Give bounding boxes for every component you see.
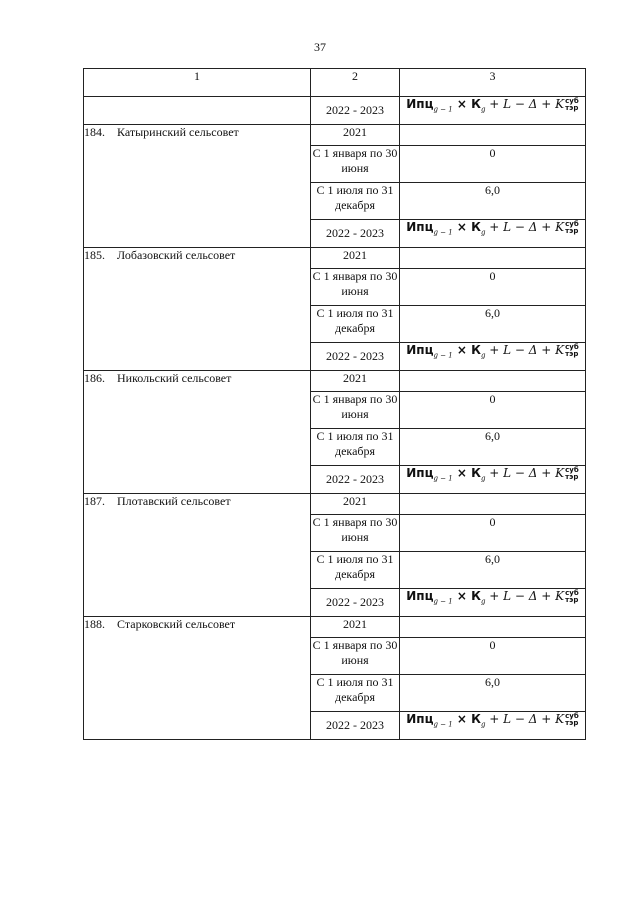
period-cell: С 1 июля по 31 декабря	[311, 183, 400, 220]
formula-subscript: тэр	[565, 103, 579, 112]
value-cell: 0	[400, 269, 586, 306]
formula-superscript: суб	[565, 219, 579, 228]
formula-superscript: суб	[565, 96, 579, 105]
formula-subscript: g	[480, 474, 486, 483]
formula-subscript: g − 1	[433, 228, 453, 237]
formula-subscript: g − 1	[433, 474, 453, 483]
table-row	[84, 97, 586, 125]
value-cell: 0	[400, 638, 586, 675]
formula-cell	[400, 97, 586, 125]
row-number: 184.	[84, 125, 105, 139]
municipality-name: Катыринский сельсовет	[117, 125, 239, 139]
period-cell: С 1 июля по 31 декабря	[311, 552, 400, 589]
formula-text: + L − Δ + K	[485, 343, 565, 357]
formula-text: + L − Δ + K	[485, 466, 565, 480]
municipality-cell	[84, 248, 311, 371]
period-cell: С 1 января по 30 июня	[311, 269, 400, 306]
period-cell: 2022 - 2023	[311, 712, 400, 740]
row-number: 188.	[84, 617, 105, 631]
formula-super-sub	[565, 713, 579, 727]
table-row	[84, 494, 586, 515]
formula-text: × К	[452, 220, 481, 234]
formula-subscript: тэр	[565, 595, 579, 604]
period-cell: С 1 июля по 31 декабря	[311, 306, 400, 343]
value-cell: 6,0	[400, 306, 586, 343]
table-body	[84, 69, 586, 740]
municipality-name: Никольский сельсовет	[117, 371, 232, 385]
value-cell	[400, 371, 586, 392]
formula-subscript: g	[480, 228, 486, 237]
value-cell: 6,0	[400, 552, 586, 589]
header-row	[84, 69, 586, 97]
municipality-name: Лобазовский сельсовет	[117, 248, 236, 262]
formula-subscript: тэр	[565, 226, 579, 235]
formula-subscript: тэр	[565, 349, 579, 358]
formula-subscript: g − 1	[433, 105, 453, 114]
municipality-name: Старковский сельсовет	[117, 617, 236, 631]
formula-subscript: тэр	[565, 472, 579, 481]
formula-super-sub	[565, 467, 579, 481]
formula-superscript: суб	[565, 342, 579, 351]
table-row	[84, 125, 586, 146]
formula-superscript: суб	[565, 465, 579, 474]
formula-text: Ипц	[406, 589, 434, 603]
period-cell: С 1 января по 30 июня	[311, 515, 400, 552]
formula-cell	[400, 220, 586, 248]
table-row	[84, 371, 586, 392]
formula-super-sub	[565, 344, 579, 358]
municipality-cell	[84, 494, 311, 617]
period-cell: 2021	[311, 371, 400, 392]
formula-text: × К	[452, 343, 481, 357]
municipality-name: Плотавский сельсовет	[117, 494, 231, 508]
period-cell: 2022 - 2023	[311, 220, 400, 248]
period-cell: 2022 - 2023	[311, 97, 400, 125]
formula-text: Ипц	[406, 220, 434, 234]
header-col-1: 1	[84, 69, 311, 97]
formula-super-sub	[565, 221, 579, 235]
empty-cell	[84, 97, 311, 125]
period-cell: С 1 января по 30 июня	[311, 392, 400, 429]
formula-text: × К	[452, 97, 481, 111]
period-cell: 2022 - 2023	[311, 466, 400, 494]
value-cell	[400, 248, 586, 269]
period-cell: 2021	[311, 248, 400, 269]
formula-text: + L − Δ + K	[485, 97, 565, 111]
formula-cell	[400, 712, 586, 740]
formula-text: Ипц	[406, 343, 434, 357]
table-row	[84, 617, 586, 638]
row-number: 186.	[84, 371, 105, 385]
formula-text: Ипц	[406, 97, 434, 111]
formula-subscript: g	[480, 597, 486, 606]
formula-cell	[400, 343, 586, 371]
formula-subscript: g − 1	[433, 597, 453, 606]
value-cell: 0	[400, 392, 586, 429]
municipality-cell	[84, 371, 311, 494]
formula-cell	[400, 589, 586, 617]
value-cell: 0	[400, 146, 586, 183]
formula-subscript: g − 1	[433, 351, 453, 360]
municipality-cell	[84, 125, 311, 248]
formula-super-sub	[565, 98, 579, 112]
value-cell: 6,0	[400, 183, 586, 220]
table-row	[84, 248, 586, 269]
period-cell: С 1 января по 30 июня	[311, 638, 400, 675]
formula-text: × К	[452, 466, 481, 480]
municipality-cell	[84, 617, 311, 740]
tariff-table	[83, 68, 586, 740]
formula-subscript: g	[480, 720, 486, 729]
header-col-3: 3	[400, 69, 586, 97]
period-cell: 2022 - 2023	[311, 589, 400, 617]
period-cell: С 1 июля по 31 декабря	[311, 675, 400, 712]
row-number: 185.	[84, 248, 105, 262]
value-cell: 6,0	[400, 675, 586, 712]
formula-text: + L − Δ + K	[485, 589, 565, 603]
period-cell: С 1 января по 30 июня	[311, 146, 400, 183]
value-cell	[400, 494, 586, 515]
formula-cell	[400, 466, 586, 494]
value-cell: 6,0	[400, 429, 586, 466]
formula-subscript: g − 1	[433, 720, 453, 729]
period-cell: С 1 июля по 31 декабря	[311, 429, 400, 466]
value-cell	[400, 617, 586, 638]
period-cell: 2021	[311, 617, 400, 638]
period-cell: 2021	[311, 125, 400, 146]
header-col-2: 2	[311, 69, 400, 97]
formula-text: + L − Δ + K	[485, 220, 565, 234]
formula-text: × К	[452, 712, 481, 726]
formula-text: + L − Δ + K	[485, 712, 565, 726]
formula-subscript: g	[480, 351, 486, 360]
formula-superscript: суб	[565, 711, 579, 720]
period-cell: 2022 - 2023	[311, 343, 400, 371]
formula-text: Ипц	[406, 466, 434, 480]
page-number: 37	[314, 40, 326, 54]
formula-subscript: тэр	[565, 718, 579, 727]
value-cell: 0	[400, 515, 586, 552]
row-number: 187.	[84, 494, 105, 508]
formula-text: Ипц	[406, 712, 434, 726]
value-cell	[400, 125, 586, 146]
formula-subscript: g	[480, 105, 486, 114]
formula-superscript: суб	[565, 588, 579, 597]
formula-text: × К	[452, 589, 481, 603]
formula-super-sub	[565, 590, 579, 604]
period-cell: 2021	[311, 494, 400, 515]
